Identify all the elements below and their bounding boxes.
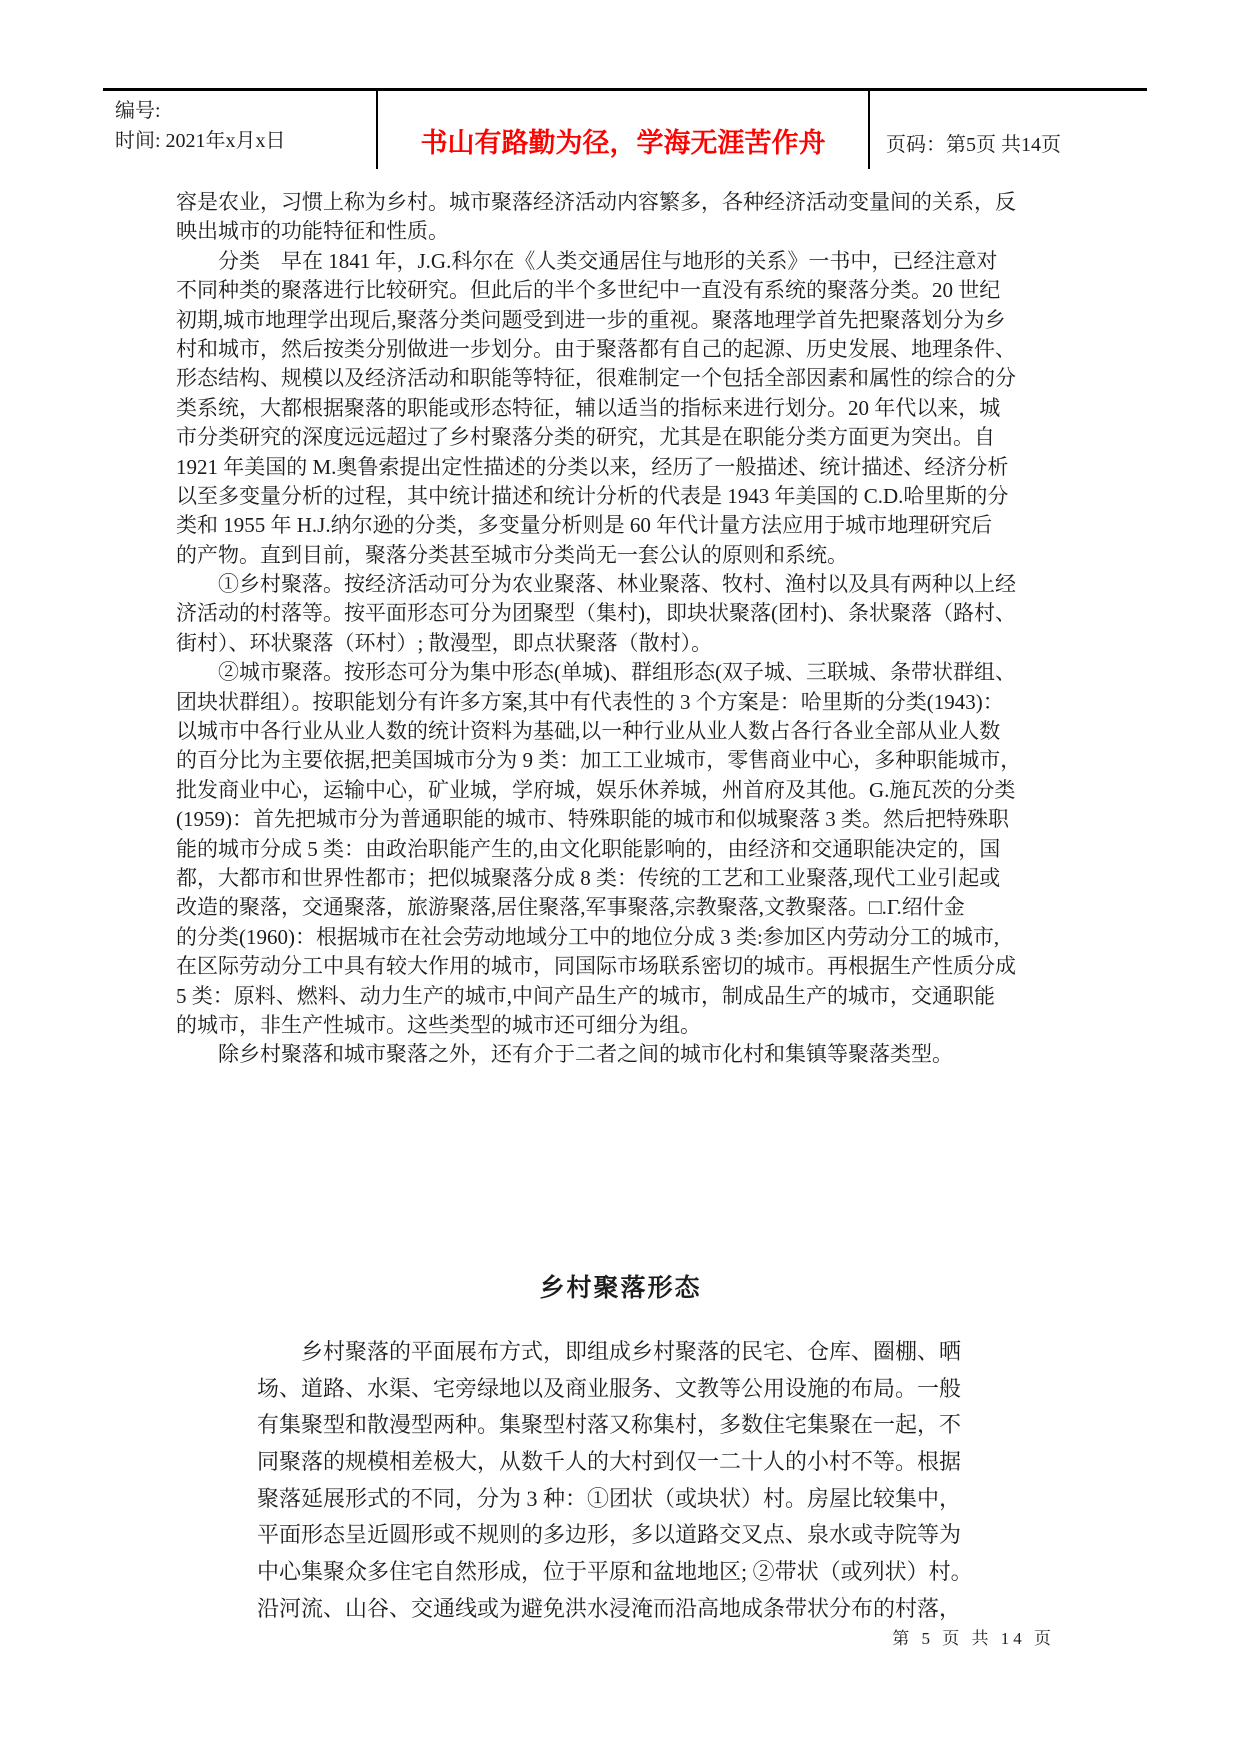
text-line: ②城市聚落。按形态可分为集中形态(单城)、群组形态(双子城、三联城、条带状群组、 xyxy=(176,660,1016,685)
text-line: 容是农业，习惯上称为乡村。城市聚落经济活动内容繁多，各种经济活动变量间的关系，反 xyxy=(176,190,1016,214)
text-line: 5 类：原料、燃料、动力生产的城市,中间产品生产的城市，制成品生产的城市，交通职能 xyxy=(176,983,995,1008)
text-line: 类系统，大都根据聚落的职能或形态特征，辅以适当的指标来进行划分。20 年代以来，城 xyxy=(176,395,1001,420)
text-line: 在区际劳动分工中具有较大作用的城市，同国际市场联系密切的城市。再根据生产性质分成 xyxy=(176,954,1016,979)
text-line: 的百分比为主要依据,把美国城市分为 9 类：加工工业城市，零售商业中心，多种职能城市， xyxy=(176,748,1022,773)
text-line: 1921 年美国的 M.奥鲁索提出定性描述的分类以来，经历了一般描述、统计描述、经济分析 xyxy=(176,454,1009,479)
text-line: 能的城市分成 5 类：由政治职能产生的,由文化职能影响的，由经济和交通职能决定的，国 xyxy=(176,836,1001,861)
text-line: 同聚落的规模相差极大，从数千人的大村到仅一二十人的小村不等。根据 xyxy=(257,1449,962,1475)
text-line: 除乡村聚落和城市聚落之外，还有介于二者之间的城市化村和集镇等聚落类型。 xyxy=(176,1042,953,1067)
text-line: ①乡村聚落。按经济活动可分为农业聚落、林业聚落、牧村、渔村以及具有两种以上经 xyxy=(176,572,1016,597)
text-line: 团块状群组）。按职能划分有许多方案,其中有代表性的 3 个方案是：哈里斯的分类(1943)： xyxy=(176,689,1004,714)
text-line: 形态结构、规模以及经济活动和职能等特征，很难制定一个包括全部因素和属性的综合的分 xyxy=(176,366,1016,391)
text-line: 平面形态呈近圆形或不规则的多边形，多以道路交叉点、泉水或寺院等为 xyxy=(257,1522,962,1548)
header-number-label: 编号: xyxy=(115,100,161,122)
text-line: 类和 1955 年 H.J.纳尔逊的分类，多变量分析则是 60 年代计量方法应用于城市地理研究后 xyxy=(176,513,993,538)
text-line: 的产物。直到目前，聚落分类甚至城市分类尚无一套公认的原则和系统。 xyxy=(176,542,848,567)
text-line: 以至多变量分析的过程，其中统计描述和统计分析的代表是 1943 年美国的 C.D.哈里斯的分 xyxy=(176,483,1009,508)
text-line: 乡村聚落的平面展布方式，即组成乡村聚落的民宅、仓库、圈棚、晒 xyxy=(257,1339,962,1364)
text-line: 分类 早在 1841 年，J.G.科尔在《人类交通居住与地形的关系》一书中，已经注意对 xyxy=(176,248,998,273)
text-line: 有集聚型和散漫型两种。集聚型村落又称集村，多数住宅集聚在一起，不 xyxy=(257,1412,962,1438)
text-line: 以城市中各行业从业人数的统计资料为基础,以一种行业从业人数占各行各业全部从业人数 xyxy=(176,719,1001,744)
text-line: (1959)：首先把城市分为普通职能的城市、特殊职能的城市和似城聚落 3 类。然后把特殊职 xyxy=(176,807,1009,832)
header-page-label: 页码：第5页 共14页 xyxy=(886,134,1061,156)
header-date-label: 时间: 2021年x月x日 xyxy=(115,130,286,152)
text-line: 映出城市的功能特征和性质。 xyxy=(176,219,449,244)
text-line: 场、道路、水渠、宅旁绿地以及商业服务、文教等公用设施的布局。一般 xyxy=(257,1375,962,1401)
text-line: 中心集聚众多住宅自然形成，位于平原和盆地地区; ②带状（或列状）村。 xyxy=(257,1559,973,1585)
text-line: 沿河流、山谷、交通线或为避免洪水浸淹而沿高地成条带状分布的村落， xyxy=(257,1595,962,1621)
header-left-cell xyxy=(103,91,376,169)
text-line: 市分类研究的深度远远超过了乡村聚落分类的研究，尤其是在职能分类方面更为突出。自 xyxy=(176,425,995,450)
page-footer: 第 5 页 共 14 页 xyxy=(892,1629,1055,1648)
text-line: 改造的聚落，交通聚落，旅游聚落,居住聚落,军事聚落,宗教聚落,文教聚落。□.Γ.绍什金 xyxy=(176,895,965,920)
header-slogan: 书山有路勤为径，学海无涯苦作舟 xyxy=(420,128,826,158)
text-line: 济活动的村落等。按平面形态可分为团聚型（集村)，即块状聚落(团村)、条状聚落（路村、 xyxy=(176,601,1016,626)
text-line: 村和城市，然后按类分别做进一步划分。由于聚落都有自己的起源、历史发展、地理条件、 xyxy=(176,336,1016,361)
text-line: 初期,城市地理学出现后,聚落分类问题受到进一步的重视。聚落地理学首先把聚落划分为乡 xyxy=(176,307,1006,332)
header-table xyxy=(103,88,1147,169)
section-heading: 乡村聚落形态 xyxy=(539,1275,702,1302)
header-middle-cell xyxy=(376,91,870,169)
text-line: 都，大都市和世界性都市；把似城聚落分成 8 类：传统的工艺和工业聚落,现代工业引起或 xyxy=(176,865,1001,890)
section-settlement-classification xyxy=(176,188,1138,1070)
header-right-cell xyxy=(870,91,1147,169)
text-line: 聚落延展形式的不同，分为 3 种：①团状（或块状）村。房屋比较集中， xyxy=(257,1485,962,1511)
text-line: 批发商业中心，运输中心，矿业城，学府城，娱乐休养城，州首府及其他。G.施瓦茨的分类 xyxy=(176,777,1016,802)
text-line: 街村）、环状聚落（环村）; 散漫型，即点状聚落（散村）。 xyxy=(176,630,713,655)
text-line: 的分类(1960)：根据城市在社会劳动地域分工中的地位分成 3 类:参加区内劳动分工的城市, xyxy=(176,924,1000,949)
section-rural-settlement-morphology xyxy=(257,1334,987,1628)
text-line: 的城市，非生产性城市。这些类型的城市还可细分为组。 xyxy=(176,1012,701,1037)
text-line: 不同种类的聚落进行比较研究。但此后的半个多世纪中一直没有系统的聚落分类。20 世纪 xyxy=(176,278,1001,303)
